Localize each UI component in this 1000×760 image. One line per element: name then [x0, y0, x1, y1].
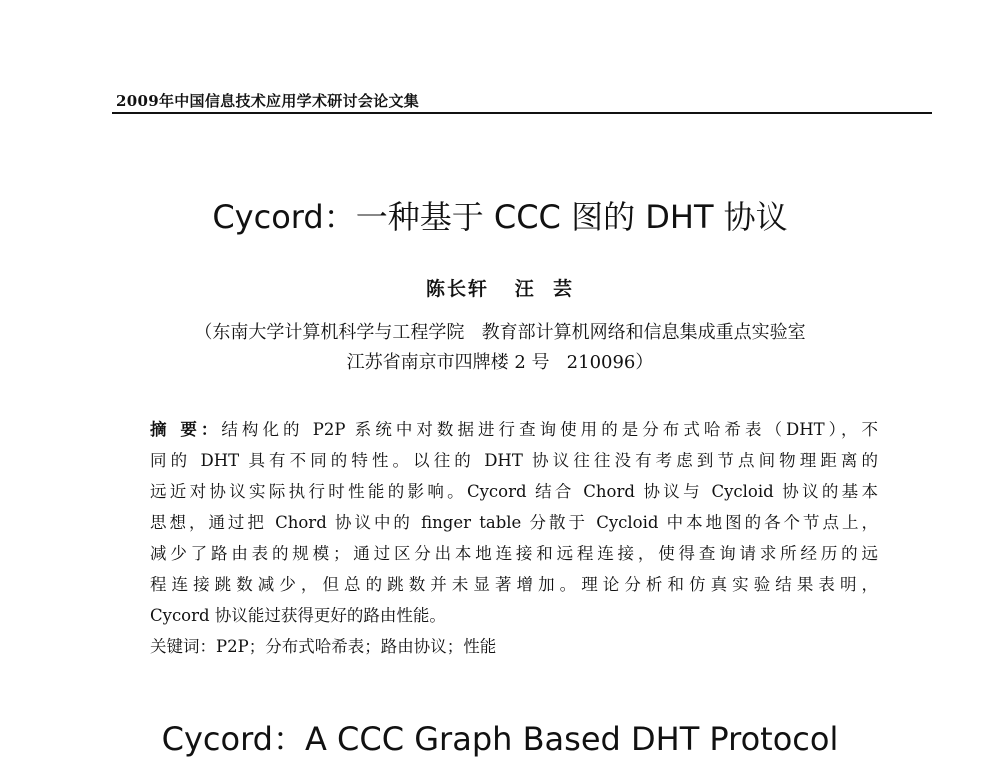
keywords-label: 关键词： [150, 637, 216, 656]
abstract-line-4: 思想，通过把 Chord 协议中的 finger table 分散于 Cycloid 中本地图的各个节点上， [150, 513, 878, 532]
paper-title-english: Cycord：A CCC Graph Based DHT Protocol [161, 720, 839, 758]
abstract-text: 结构化的 P2P 系统中对数据进行查询使用的是分布式哈希表（DHT），不 [221, 420, 878, 439]
keywords-text: P2P；分布式哈希表；路由协议；性能 [216, 637, 497, 656]
keywords-line [150, 631, 878, 662]
abstract-line-6: 程连接跳数减少，但总的跳数并未显著增加。理论分析和仿真实验结果表明， [150, 575, 878, 594]
author-names: 陈长轩 汪 芸 [425, 278, 575, 300]
abstract-label: 摘 要： [150, 420, 222, 439]
abstract-line-1 [150, 414, 878, 445]
running-header: 2009年中国信息技术应用学术研讨会论文集 [116, 92, 420, 110]
abstract-line-7: Cycord 协议能过获得更好的路由性能。 [150, 606, 446, 625]
header-rule [112, 112, 932, 114]
affiliation-line-2: 江苏省南京市四牌楼 2 号 210096） [346, 352, 654, 373]
abstract-block [150, 414, 878, 662]
abstract-line-2: 同的 DHT 具有不同的特性。以往的 DHT 协议往往没有考虑到节点间物理距离的 [150, 451, 878, 470]
affiliation-line-1: （东南大学计算机科学与工程学院 教育部计算机网络和信息集成重点实验室 [194, 322, 806, 343]
paper-title-chinese: Cycord：一种基于 CCC 图的 DHT 协议 [212, 198, 788, 236]
abstract-line-5: 减少了路由表的规模；通过区分出本地连接和远程连接，使得查询请求所经历的远 [150, 544, 878, 563]
abstract-line-3: 远近对协议实际执行时性能的影响。Cycord 结合 Chord 协议与 Cycloid 协议的基本 [150, 482, 878, 501]
